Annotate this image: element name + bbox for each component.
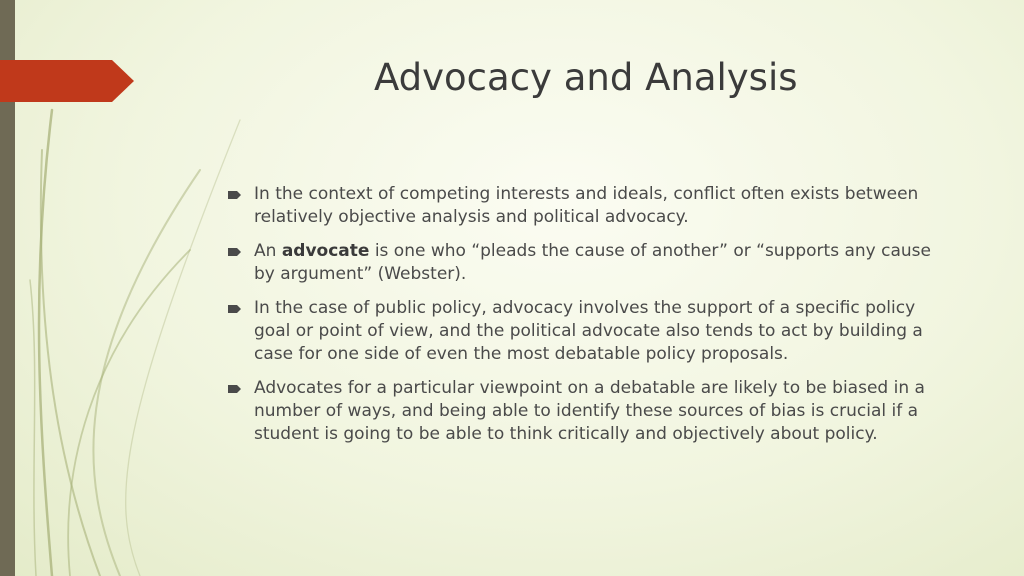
bullet-text: In the context of competing interests and ideals, conflict often exists between relatively objective analysis and political advocacy. <box>254 184 919 227</box>
bullet-text-pre: An <box>254 241 282 261</box>
bullet-item <box>228 240 948 286</box>
arrow-bullet-icon <box>228 190 242 200</box>
slide-title: Advocacy and Analysis <box>374 56 798 99</box>
bullet-text-bold: advocate <box>281 241 370 261</box>
accent-tab <box>0 60 134 102</box>
bullet-text: Advocates for a particular viewpoint on a debatable are likely to be biased in a number of ways, and being able to identify these sources of bias is crucial if a student is going to be able to think critically and objectively about policy. <box>254 378 925 444</box>
bullet-list <box>228 183 948 457</box>
bullet-item <box>228 183 948 229</box>
arrow-bullet-icon <box>228 247 242 257</box>
bullet-item <box>228 297 948 366</box>
bullet-item <box>228 377 948 446</box>
bullet-text-post: is one who “pleads the cause of another” or “supports any cause by argument” (Webster). <box>254 241 931 284</box>
arrow-bullet-icon <box>228 304 242 314</box>
arrow-bullet-icon <box>228 384 242 394</box>
bullet-text: In the case of public policy, advocacy involves the support of a specific policy goal or point of view, and the political advocate also tends to act by building a case for one side of even the most debatable policy proposals. <box>254 298 923 364</box>
